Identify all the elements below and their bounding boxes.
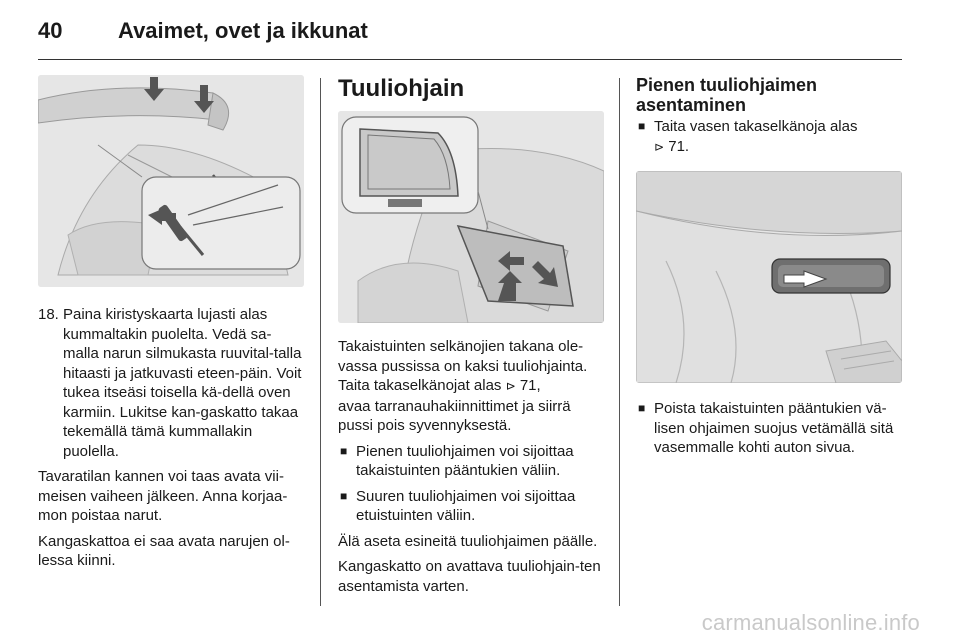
bullet-text: Suuren tuuliohjaimen voi sijoittaa etuistuinten väliin. — [356, 487, 576, 524]
column-divider — [320, 78, 321, 606]
bullet-icon: ■ — [638, 119, 646, 133]
bullet-icon: ■ — [638, 401, 646, 415]
paragraph: Kangaskatto on avattava tuuliohjain-ten asentamista varten. — [338, 558, 601, 595]
paragraph — [338, 337, 604, 436]
paragraph: Älä aseta esineitä tuuliohjaimen päälle. — [338, 532, 598, 550]
paragraph: Tavaratilan kannen voi taas avata vii-meisen vaiheen jälkeen. Anna korjaa-mon poistaa narut. — [38, 468, 288, 524]
paragraph-text: avaa tarranauhakiinnittimet ja siirrä pussi pois syvennyksestä. — [338, 397, 571, 434]
section-heading: Tuuliohjain — [338, 75, 465, 102]
bullet-text — [654, 117, 857, 157]
paragraph-text: Takaistuinten selkänojien takana ole-vassa pussissa on kaksi tuuliohjainta. Taita takaselkänojat alas — [338, 338, 588, 394]
page-number: 40 — [38, 18, 63, 43]
bullet-item — [636, 399, 902, 458]
column-1 — [38, 75, 304, 577]
bullet-item — [636, 117, 902, 157]
bullet-item — [338, 442, 604, 481]
bullet-text: Pienen tuuliohjaimen voi sijoittaa takaistuinten pääntukien väliin. — [356, 442, 574, 479]
page-reference: 71, — [519, 377, 541, 394]
step-text: Paina kiristyskaarta lujasti alas kummaltakin puolelta. Vedä sa-malla narun silmukasta ruuvital-talla hitaasti ja jatkuvasti eteen-päin. Voit tukea itseäsi toisella kä-dellä oven karmiin. Lukitse kan-gaskatto takaa tekemällä tämä kummallakin puolella. — [63, 306, 302, 460]
page-header — [38, 18, 368, 44]
bullet-item — [338, 487, 604, 526]
page-reference-icon: ⊳ — [505, 379, 516, 393]
bullet-text-main: Taita vasen takaselkänoja alas — [654, 118, 858, 135]
header-rule — [38, 59, 902, 60]
bullet-icon: ■ — [340, 443, 348, 458]
page-reference-icon: ⊳ — [654, 139, 665, 154]
step-number: 18. — [38, 306, 59, 323]
bullet-text: Poista takaistuinten pääntukien vä-lisen ohjaimen suojus vetämällä sitä vasemmalle kohti auton sivua. — [654, 400, 894, 456]
convertible-top-illustration — [38, 75, 304, 287]
page-reference: 71. — [668, 137, 690, 155]
step-18 — [38, 305, 304, 461]
column-3 — [636, 75, 902, 464]
column-divider — [619, 78, 620, 606]
watermark: carmanualsonline.info — [701, 610, 920, 635]
paragraph: Kangaskattoa ei saa avata narujen ol-lessa kiinni. — [38, 532, 290, 569]
headrest-guide-illustration — [636, 171, 902, 383]
column-2 — [338, 75, 604, 602]
bullet-icon: ■ — [340, 488, 348, 503]
chapter-title: Avaimet, ovet ja ikkunat — [118, 18, 368, 43]
section-heading: Pienen tuuliohjaimen asentaminen — [636, 75, 818, 115]
wind-deflector-bag-illustration — [338, 111, 604, 323]
